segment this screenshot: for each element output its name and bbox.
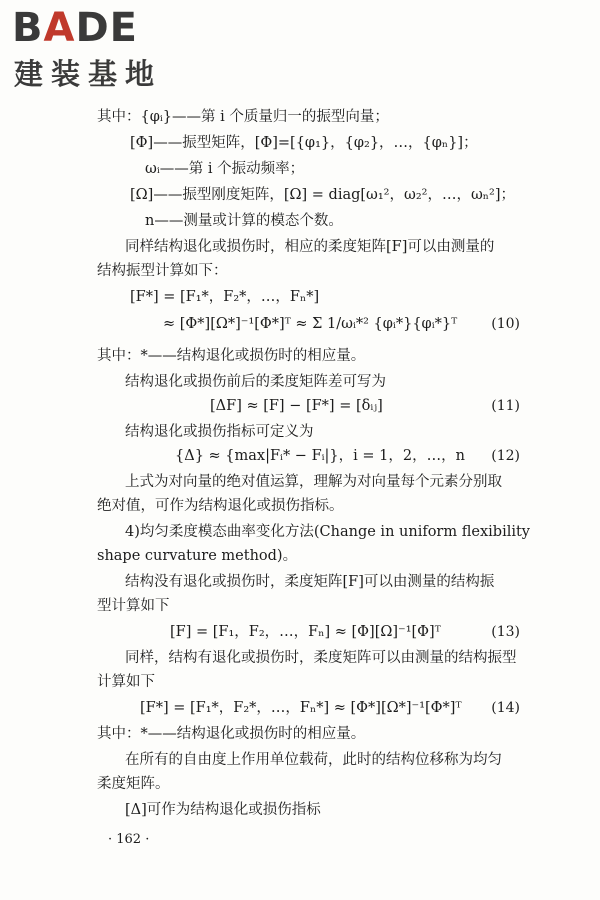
logo-wordmark: BADE bbox=[12, 5, 138, 51]
text-line-l12: [ΔF] ≈ [F] − [F*] = [δᵢⱼ] bbox=[210, 398, 383, 414]
text-line-l15: 上式为对向量的绝对值运算，理解为对向量每个元素分别取 bbox=[125, 474, 502, 490]
equation-number-e10: (10) bbox=[491, 316, 520, 332]
text-line-l18: shape curvature method)。 bbox=[97, 548, 298, 564]
text-line-l17: 4)均匀柔度模态曲率变化方法(Change in uniform flexibility bbox=[125, 524, 530, 540]
text-line-l8: [F*] = [F₁*，F₂*，…，Fₙ*] bbox=[130, 289, 320, 305]
text-line-l23: 计算如下 bbox=[97, 674, 155, 690]
text-line-l9: ≈ [Φ*][Ω*]⁻¹[Φ*]ᵀ ≈ Σ 1/ωᵢ*² {φᵢ*}{φᵢ*}ᵀ bbox=[163, 316, 458, 332]
text-line-l6: 同样结构退化或损伤时，相应的柔度矩阵[F]可以由测量的 bbox=[125, 239, 495, 255]
text-line-l19: 结构没有退化或损伤时，柔度矩阵[F]可以由测量的结构振 bbox=[125, 574, 495, 590]
text-line-l22: 同样，结构有退化或损伤时，柔度矩阵可以由测量的结构振型 bbox=[125, 650, 517, 666]
text-line-l28: [Δ]可作为结构退化或损伤指标 bbox=[125, 802, 321, 818]
text-line-l10: 其中：*——结构退化或损伤时的相应量。 bbox=[97, 348, 366, 364]
text-line-l2: [Φ]——振型矩阵，[Φ]=[{φ₁}，{φ₂}，…，{φₙ}]； bbox=[130, 135, 478, 151]
text-line-l5: n——测量或计算的模态个数。 bbox=[145, 213, 343, 229]
text-line-l7: 结构振型计算如下： bbox=[97, 263, 228, 279]
text-line-l21: [F] = [F₁，F₂，…，Fₙ] ≈ [Φ][Ω]⁻¹[Φ]ᵀ bbox=[170, 624, 441, 640]
equation-number-e12: (12) bbox=[491, 448, 520, 464]
equation-number-e11: (11) bbox=[491, 398, 520, 414]
text-line-l11: 结构退化或损伤前后的柔度矩阵差可写为 bbox=[125, 374, 386, 390]
text-line-l24: [F*] = [F₁*，F₂*，…，Fₙ*] ≈ [Φ*][Ω*]⁻¹[Φ*]ᵀ bbox=[140, 700, 462, 716]
text-line-l25: 其中：*——结构退化或损伤时的相应量。 bbox=[97, 726, 366, 742]
logo-subtitle: 建装基地 bbox=[14, 57, 163, 91]
text-line-l26: 在所有的自由度上作用单位载荷，此时的结构位移称为均匀 bbox=[125, 752, 502, 768]
text-line-l27: 柔度矩阵。 bbox=[97, 776, 170, 792]
text-line-l14: {Δ} ≈ {max|Fᵢ* − Fᵢ|}，i = 1，2，…，n bbox=[175, 448, 465, 464]
text-line-l4: [Ω]——振型刚度矩阵，[Ω] = diag[ω₁²，ω₂²，…，ωₙ²]； bbox=[130, 187, 516, 203]
text-line-l3: ωᵢ——第 i 个振动频率； bbox=[145, 161, 305, 177]
text-line-l20: 型计算如下 bbox=[97, 598, 170, 614]
text-line-l1: 其中：{φᵢ}——第 i 个质量归一的振型向量； bbox=[97, 109, 389, 125]
equation-number-e14: (14) bbox=[491, 700, 520, 716]
text-line-l16: 绝对值，可作为结构退化或损伤指标。 bbox=[97, 498, 344, 514]
equation-number-e13: (13) bbox=[491, 624, 520, 640]
page-number: · 162 · bbox=[108, 832, 150, 847]
text-line-l13: 结构退化或损伤指标可定义为 bbox=[125, 424, 314, 440]
